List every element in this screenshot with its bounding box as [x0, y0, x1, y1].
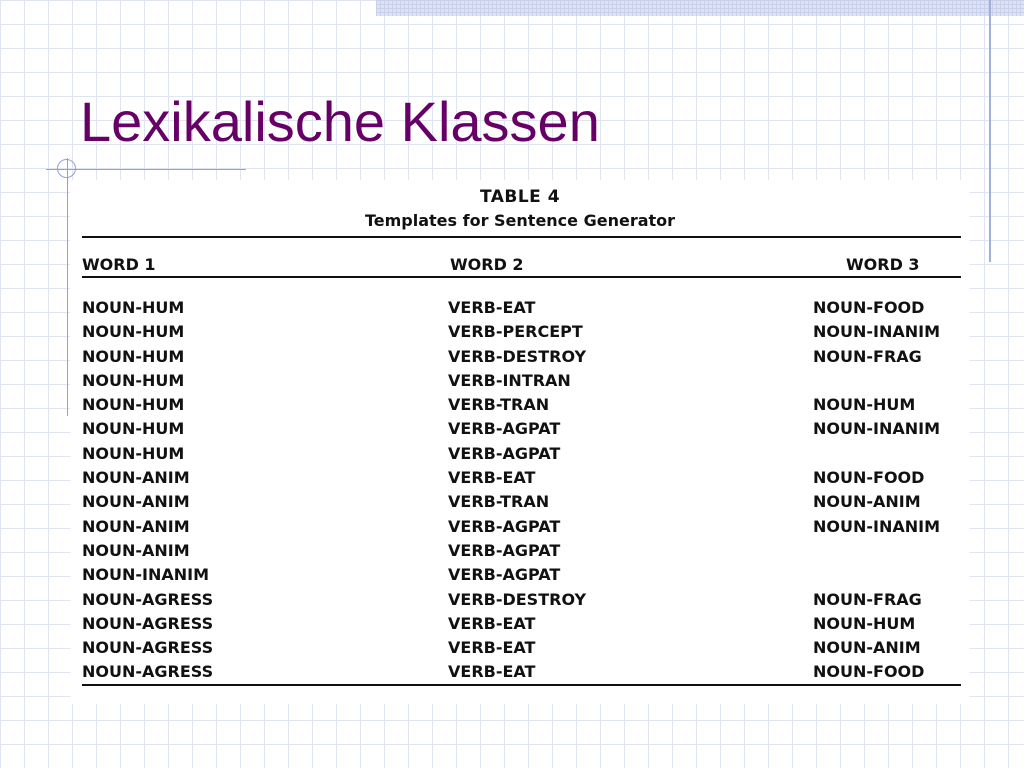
table-row [82, 636, 961, 660]
table-cell-word-2: VERB-EAT [448, 298, 536, 317]
title-underline-rule [46, 169, 246, 170]
table-cell-word-1: NOUN-HUM [82, 346, 185, 366]
top-decoration-band [376, 0, 1024, 16]
table-cell-word-2: VERB-AGPAT [448, 419, 561, 439]
table-cell-word-3: NOUN-INANIM [813, 419, 941, 439]
table-cell-word-1: NOUN-ANIM [82, 468, 190, 488]
table-row [82, 369, 961, 393]
table-cell-word-1: NOUN-HUM [82, 419, 185, 439]
table-cell-word-2: VERB-DESTROY [448, 346, 587, 366]
table-cell-word-3: NOUN-FOOD [813, 298, 925, 317]
table-cell-word-2: VERB-EAT [448, 638, 536, 658]
table-cell-word-1: NOUN-AGRESS [82, 662, 214, 682]
slide-title: Lexikalische Klassen [80, 90, 600, 153]
table-cell-word-2: VERB-AGPAT [448, 516, 561, 536]
table-row [82, 515, 961, 539]
table-cell-word-1: NOUN-INANIM [82, 565, 210, 585]
table-cell-word-1: NOUN-HUM [82, 395, 185, 415]
table-cell-word-3: NOUN-HUM [813, 395, 916, 415]
table-cell-word-2: VERB-INTRAN [448, 370, 571, 390]
table-cell-word-2: VERB-DESTROY [448, 589, 587, 609]
table-cell-word-2: VERB-AGPAT [448, 540, 561, 560]
table-row [82, 345, 961, 369]
table-top-rule [82, 236, 961, 238]
table-panel [70, 180, 970, 704]
table-row [82, 393, 961, 417]
table-row [82, 588, 961, 612]
table-row [82, 320, 961, 344]
right-decoration-rule [989, 0, 991, 262]
column-header-word-2: WORD 2 [450, 255, 524, 274]
table-cell-word-2: VERB-TRAN [448, 492, 550, 512]
table-cell-word-1: NOUN-ANIM [82, 492, 190, 512]
table-row [82, 296, 961, 320]
table-row [82, 490, 961, 514]
table-row [82, 539, 961, 563]
table-cell-word-3: NOUN-FRAG [813, 346, 922, 366]
table-cell-word-3: NOUN-ANIM [813, 638, 921, 658]
table-cell-word-3: NOUN-FOOD [813, 662, 925, 682]
table-cell-word-3: NOUN-HUM [813, 613, 916, 633]
table-header-rule [82, 276, 961, 278]
table-cell-word-1: NOUN-AGRESS [82, 589, 214, 609]
table-row [82, 466, 961, 490]
column-header-word-3: WORD 3 [846, 255, 920, 274]
table-row [82, 612, 961, 636]
table-label: TABLE 4 [479, 187, 561, 207]
table-cell-word-2: VERB-EAT [448, 662, 536, 682]
table-cell-word-1: NOUN-HUM [82, 298, 185, 317]
table-cell-word-3: NOUN-FRAG [813, 589, 922, 609]
table-row [82, 417, 961, 441]
table-cell-word-3: NOUN-INANIM [813, 322, 941, 342]
table-cell-word-1: NOUN-ANIM [82, 516, 190, 536]
table-cell-word-1: NOUN-HUM [82, 443, 185, 463]
table-cell-word-2: VERB-AGPAT [448, 565, 561, 585]
table-bottom-rule [82, 684, 961, 686]
table-row [82, 442, 961, 466]
table-row [82, 660, 961, 684]
decoration-circle [57, 159, 76, 178]
left-decoration-rule [67, 158, 68, 416]
table-caption: Templates for Sentence Generator [364, 211, 676, 230]
table-cell-word-1: NOUN-AGRESS [82, 638, 214, 658]
table-cell-word-2: VERB-TRAN [448, 395, 550, 415]
table-cell-word-2: VERB-AGPAT [448, 443, 561, 463]
table-row [82, 563, 961, 587]
column-header-word-1: WORD 1 [82, 255, 156, 274]
table-cell-word-1: NOUN-HUM [82, 370, 185, 390]
table-cell-word-2: VERB-EAT [448, 468, 536, 488]
table-cell-word-1: NOUN-AGRESS [82, 613, 214, 633]
table-cell-word-2: VERB-PERCEPT [448, 322, 583, 342]
table-body [82, 296, 961, 685]
table-cell-word-1: NOUN-ANIM [82, 540, 190, 560]
table-cell-word-1: NOUN-HUM [82, 322, 185, 342]
table-cell-word-3: NOUN-ANIM [813, 492, 921, 512]
table-cell-word-3: NOUN-INANIM [813, 516, 941, 536]
table-cell-word-2: VERB-EAT [448, 613, 536, 633]
table-cell-word-3: NOUN-FOOD [813, 468, 925, 488]
